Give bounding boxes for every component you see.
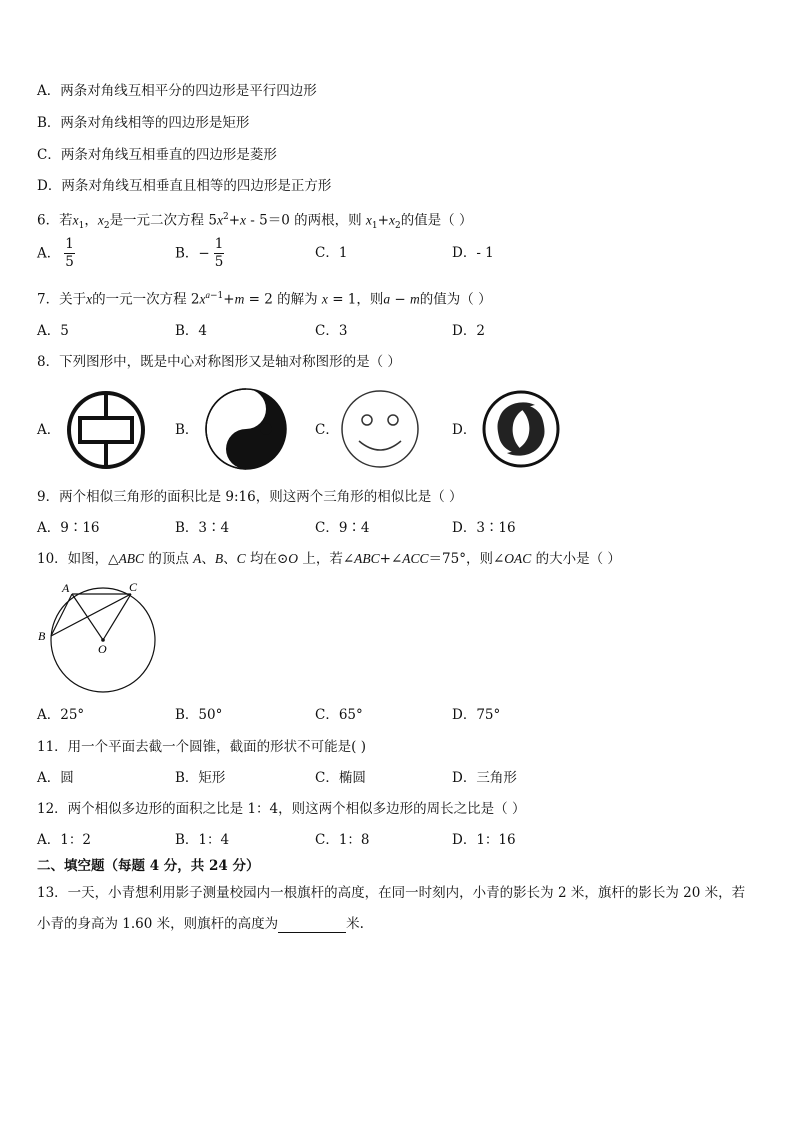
q10-figure [36,578,160,696]
q11-option-b[interactable]: B．矩形 [175,770,226,786]
q6-b-fraction [214,236,225,271]
q6-var-x6: x [388,212,395,228]
q10-plus: +∠ [379,551,403,567]
q6-a-num: 1 [65,236,74,252]
q7-option-c[interactable]: C．3 [315,323,348,339]
q6-b-den: 5 [214,254,224,270]
q6-square: 2 [222,212,229,222]
q7-exp-rest: −1 [209,291,224,301]
q6-a-label: A． [37,245,61,262]
q10-point-b: B [214,551,224,566]
q9-stem: 9．两个相似三角形的面积比是 9:16，则这两个三角形的相似比是（ ） [37,489,463,505]
q10-fig-label-b: B [38,629,46,643]
q7-var-x3: x [321,291,328,307]
q5-option-a[interactable]: A．两条对角线互相平分的四边形是平行四边形 [37,83,317,99]
q10-stem-d: ＝75°，则∠ [428,551,505,567]
q10-stem-a: 的顶点 [144,551,194,567]
q10-option-d[interactable]: D．75° [452,707,501,723]
q13-line2 [37,915,364,933]
q10-angle-2: ACC [402,551,429,566]
q12-option-d[interactable]: D．1：16 [452,832,516,848]
q6-sub-2b: 2 [394,221,401,232]
q13-line1: 13．一天，小青想利用影子测量校园内一根旗杆的高度，在同一时刻内，小青的影长为 2 米，旗杆的影长为 20 米，若 [37,885,746,901]
q6-var-x4: x [240,212,246,228]
q10-stem-end: 的大小是（ ） [531,551,621,567]
q10-sep2: 、 [223,551,237,567]
q8-figure-d [481,389,561,469]
q7-option-b[interactable]: B．4 [175,323,208,339]
q6-a-den: 5 [65,254,74,270]
q10-point-c: C [236,551,246,566]
q10-point-o: O [288,551,299,566]
q8-option-a[interactable]: A． [37,422,61,438]
q7-eq-val2: = 1，则 [327,291,384,308]
q7-option-a[interactable]: A．5 [37,323,69,339]
q8-stem: 8．下列图形中，既是中心对称图形又是轴对称图形的是（ ） [37,354,401,370]
q6-stem-end: 的值是（ ） [400,212,473,229]
q7-eq-val: = 2 的解为 [244,291,322,308]
q10-option-a[interactable]: A．25° [37,707,85,723]
q9-option-c[interactable]: C．9∶4 [315,520,370,536]
q6-a-fraction [64,236,75,271]
section2-heading: 二、填空题（每题 4 分，共 24 分） [37,858,260,874]
q10-fig-label-o: O [98,642,107,656]
q6-option-c[interactable]: C．1 [315,245,348,261]
q10-stem-b: 均在⊙ [245,551,289,567]
q6-stem-eq: - 5＝0 的两根，则 [246,212,366,229]
q6-option-b[interactable] [175,236,224,271]
q8-option-c[interactable]: C． [315,422,339,438]
q8-option-d[interactable]: D． [452,422,477,438]
q12-stem: 12．两个相似多边形的面积之比是 1：4，则这两个相似多边形的周长之比是（ ） [37,801,526,817]
q11-option-d[interactable]: D．三角形 [452,770,517,786]
q6-stem-start: 6．若 [37,212,73,229]
q6-stem [37,208,472,235]
q6-b-num: 1 [214,236,224,252]
q11-stem: 11．用一个平面去截一个圆锥，截面的形状不可能是( ) [37,739,367,755]
q12-option-b[interactable]: B．1：4 [175,832,230,848]
q10-stem-start: 10．如图，△ [37,551,119,567]
q6-var-x3: x [216,212,223,228]
q7-option-d[interactable]: D．2 [452,323,485,339]
q8-figure-a [64,388,148,472]
q8-figure-c [340,389,420,469]
q8-option-b[interactable]: B． [175,422,199,438]
q6-b-minus: − [198,245,210,262]
q9-option-b[interactable]: B．3∶4 [175,520,230,536]
q12-option-a[interactable]: A．1：2 [37,832,91,848]
q6-option-a[interactable] [37,236,75,271]
q6-sub-2: 2 [103,221,110,232]
q10-fig-label-c: C [129,580,138,594]
q6-sub-1b: 1 [371,221,378,232]
q13-line2-start: 小青的身高为 1.60 米，则旗杆的高度为 [37,916,279,932]
q10-abc: ABC [118,551,145,566]
q7-stem-mid: 的一元一次方程 2 [92,291,200,308]
q10-stem [37,550,621,568]
q9-option-d[interactable]: D．3∶16 [452,520,516,536]
q6-comma: ， [84,212,98,229]
q13-answer-blank[interactable] [278,918,346,933]
q10-angle-1: ABC [354,551,380,566]
q6-var-x1: x [72,212,79,228]
q6-plus: + [228,212,240,229]
q10-stem-c: 上，若∠ [298,551,355,567]
q7-stem [37,286,492,309]
q10-sep1: 、 [201,551,215,567]
q6-stem-mid: 是一元二次方程 5 [109,212,217,229]
q10-option-b[interactable]: B．50° [175,707,223,723]
q7-var-m: m [234,291,245,307]
q10-angle-3: OAC [504,551,532,566]
q7-var-x: x [86,291,93,307]
q13-line2-end: 米. [346,916,364,932]
q5-option-d[interactable]: D．两条对角线互相垂直且相等的四边形是正方形 [37,178,332,194]
q11-option-a[interactable]: A．圆 [37,770,74,786]
q7-exp-a: a [205,290,210,300]
q6-var-x2: x [97,212,104,228]
q10-option-c[interactable]: C．65° [315,707,363,723]
q10-point-a: A [193,551,202,566]
q7-stem-start: 7．关于 [37,291,87,308]
q7-stem-end: 的值为（ ） [419,291,492,308]
q11-option-c[interactable]: C．椭圆 [315,770,366,786]
q8-figure-b [204,387,288,471]
q6-plus-2: + [377,212,389,229]
q9-option-a[interactable]: A．9∶16 [37,520,100,536]
q7-minus: − [390,291,411,308]
q7-var-a: a [383,291,391,307]
q6-option-d[interactable]: D．- 1 [452,245,494,261]
q7-plus: + [223,291,235,308]
q7-var-m2: m [410,291,420,307]
q10-fig-label-a: A [62,581,70,595]
q7-var-x2: x [199,291,206,307]
q6-var-x5: x [365,212,372,228]
q6-sub-1: 1 [78,221,85,232]
q12-option-c[interactable]: C．1：8 [315,832,370,848]
q6-b-label: B． [175,245,199,262]
q5-option-c[interactable]: C．两条对角线互相垂直的四边形是菱形 [37,147,277,163]
q5-option-b[interactable]: B．两条对角线相等的四边形是矩形 [37,115,250,131]
